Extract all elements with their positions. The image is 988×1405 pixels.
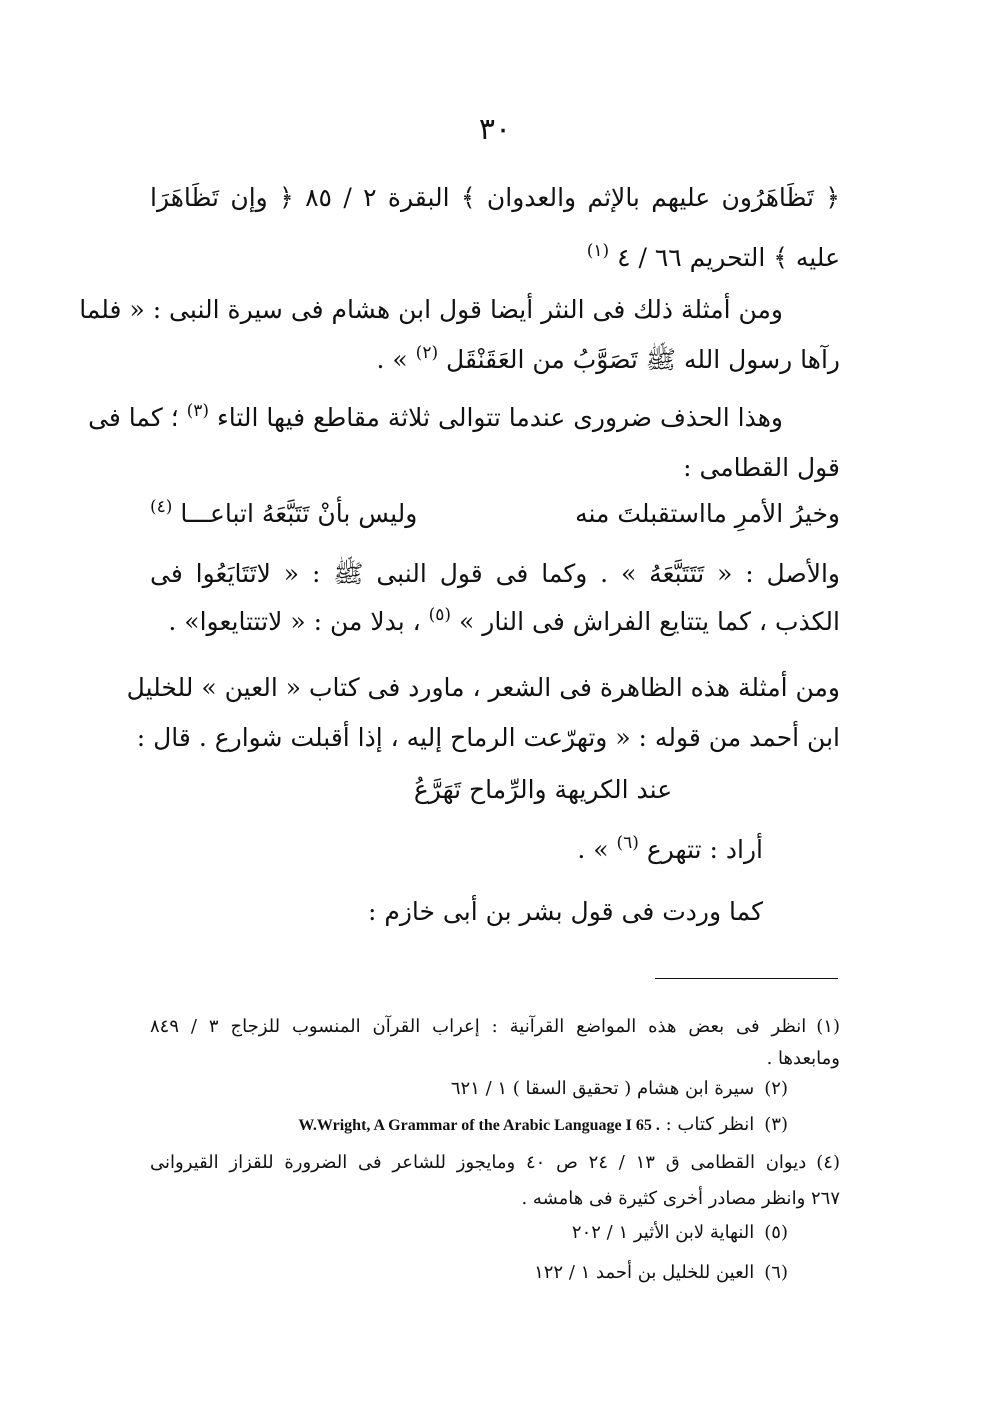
footnote-6-number: (٦) [764,1262,788,1283]
body-line-4-text: رآها رسول الله ﷺ تَصَوَّبُ من العَقَنْقَل [446,345,840,374]
footnote-3-text: انظر كتاب : [665,1114,755,1135]
body-line-13-end: » . [577,835,609,864]
body-line-3: ومن أمثلة ذلك فى النثر أيضا قول ابن هشام فى سيرة النبى : « فلما [79,295,783,324]
footnote-separator [655,978,838,979]
body-line-4-end: » . [376,345,408,374]
body-line-2-text: عليه ﴾ التحريم ٦٦ / ٤ [617,243,840,272]
body-line-8: والأصل : « تَتَتَبَّعَهُ » . وكما فى قول النبى ﷺ : « لاتَتَايَعُوا فى [150,559,840,588]
footnote-4 [150,1148,840,1178]
verse-2: عند الكريهة والرِّماح تَهَرَّعُ [413,775,673,804]
footnote-ref-3: (٣) [186,401,210,421]
body-line-6: قول القطامى : [683,453,840,482]
verse-1-hemistich-2 [150,494,417,537]
footnote-ref-6: (٦) [616,833,639,853]
footnote-ref-5: (٥) [428,605,452,625]
footnote-5 [150,1218,788,1248]
footnote-5-text: النهاية لابن الأثير ١ / ٢٠٢ [571,1222,755,1243]
body-line-10: ومن أمثلة هذه الظاهرة فى الشعر ، ماورد فى كتاب « العين » للخليل [126,673,840,702]
footnote-6-text: العين للخليل بن أحمد ١ / ١٢٢ [534,1262,755,1283]
body-line-9-end: ، بدلا من : « لاتتتايعوا» . [168,607,421,636]
body-line-1: ﴿ تَظَاهَرُون عليهم بالإثم والعدوان ﴾ البقرة ٢ / ٨٥ ﴿ وإن تَظَاهَرَا [150,183,840,212]
footnote-4-continuation: ٢٦٧ وانظر مصادر أخرى كثيرة فى هامشه . [521,1188,840,1209]
footnote-4-number: (٤) [816,1152,840,1173]
footnote-ref-2: (٢) [415,343,439,363]
body-line-13 [363,830,763,873]
footnote-2-number: (٢) [764,1078,788,1099]
footnote-3-english: W.Wright, A Grammar of the Arabic Language I 65 . [298,1117,660,1134]
body-line-2 [150,238,840,281]
footnote-4-text: ديوان القطامى ق ١٣ / ٢٤ ص ٤٠ ومايجوز للشاعر فى الضرورة للقزاز القيروانى [150,1152,807,1173]
footnote-5-number: (٥) [764,1222,788,1243]
body-line-5 [88,398,783,441]
verse-1-hemistich-1: وخيرُ الأمرِ مااستقبلتَ منه [575,499,840,528]
verse-1-hemistich-2-text: وليس بأنْ تَتَبَّعَهُ اتباعـــا [180,499,418,528]
body-line-9-text: الكذب ، كما يتتايع الفراش فى النار » [459,607,840,636]
footnote-1-continuation: ومابعدها . [766,1048,840,1069]
body-line-5-end: ؛ كما فى [88,403,179,432]
footnote-1 [150,1012,840,1042]
footnote-3 [150,1110,788,1141]
footnote-ref-1: (١) [586,241,610,261]
body-line-14: كما وردت فى قول بشر بن أبى خازم : [367,897,763,926]
body-line-11: ابن أحمد من قوله : « وتهرّعت الرماح إليه ، إذا أقبلت شوارع . قال : [136,723,840,752]
body-line-4 [150,340,840,383]
body-line-9 [150,602,840,645]
footnote-1-number: (١) [816,1016,840,1037]
footnote-2 [150,1074,788,1104]
page-number: ٣٠ [478,112,512,147]
body-line-13-text: أراد : تتهرع [646,835,763,864]
verse-1 [150,494,840,537]
footnote-3-number: (٣) [764,1114,788,1135]
footnote-1-text: انظر فى بعض هذه المواضع القرآنية : إعراب القرآن المنسوب للزجاج ٣ / ٨٤٩ [150,1016,807,1037]
body-line-5-text: وهذا الحذف ضرورى عندما تتوالى ثلاثة مقاطع فيها التاء [217,403,783,432]
footnote-ref-4: (٤) [150,497,173,517]
footnote-2-text: سيرة ابن هشام ( تحقيق السقا ) ١ / ٦٢١ [450,1078,755,1099]
footnote-6 [150,1258,788,1288]
